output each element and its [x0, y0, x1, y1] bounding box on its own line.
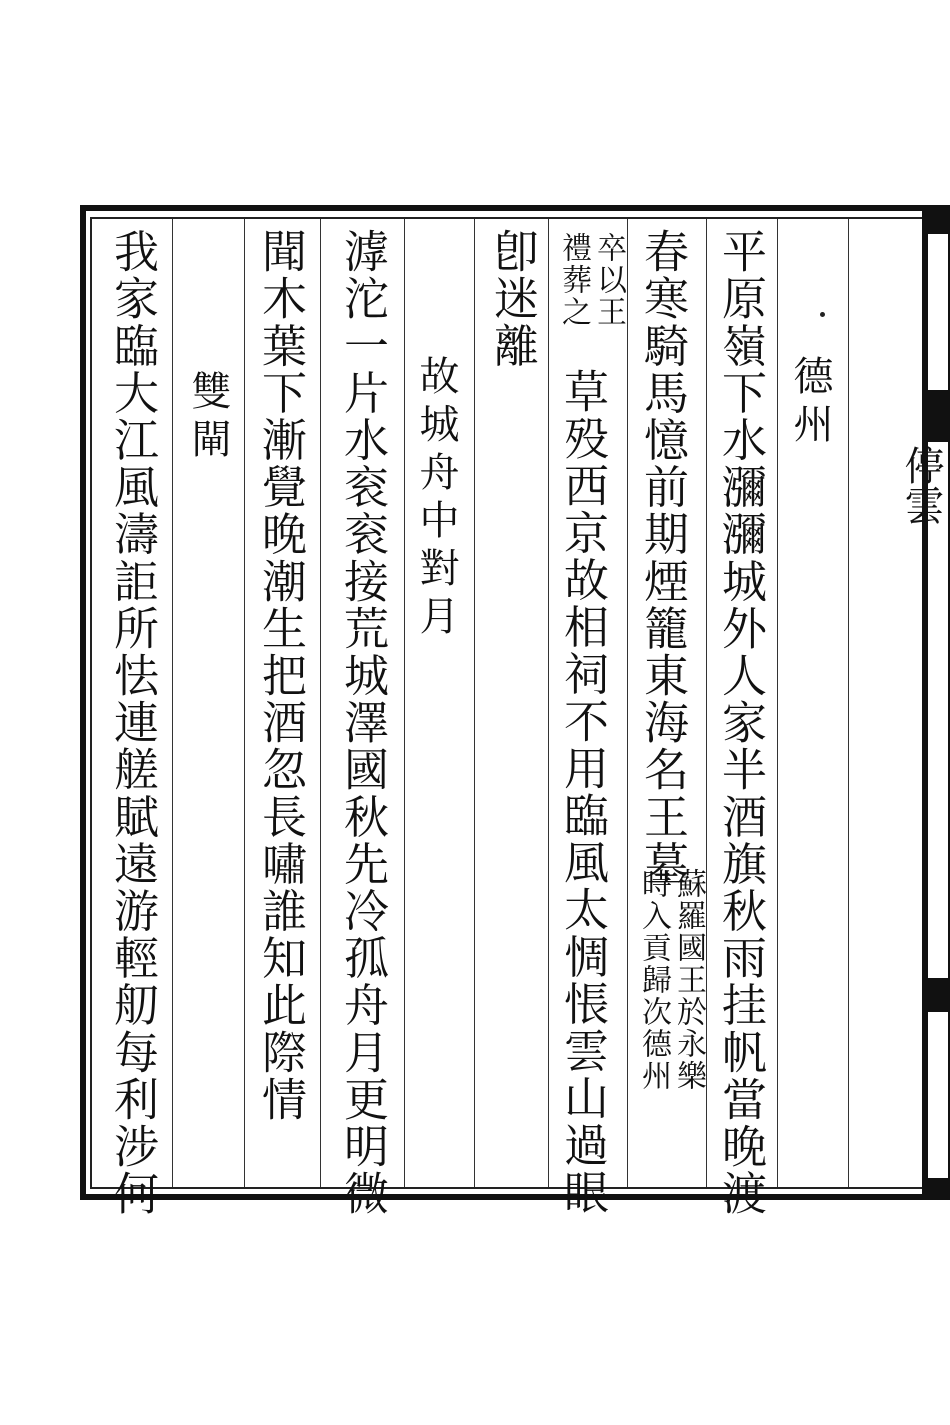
- column-rule: [706, 219, 707, 1187]
- poem-column: 草殁西京故相祠不用臨風太惆悵雲山過眼: [556, 368, 609, 1216]
- heading-shuangzha: 雙閘: [185, 370, 231, 466]
- poem-column: 聞木葉下漸覺晚潮生把酒忽長嘯誰知此際情: [254, 228, 307, 1123]
- annotation-column: 禮葬之: [556, 232, 591, 328]
- heading-dezhou: 德州: [787, 355, 833, 451]
- column-rule: [848, 219, 849, 1187]
- annotation-column: 蘇羅國王於永樂: [671, 868, 706, 1092]
- ink-dot: [820, 312, 825, 317]
- column-rule: [244, 219, 245, 1187]
- poem-column: 卽迷離: [486, 228, 539, 370]
- column-rule: [320, 219, 321, 1187]
- spine-title: 停雲: [898, 445, 944, 525]
- annotation-column: 時入貢歸次德州: [636, 868, 671, 1092]
- column-rule: [777, 219, 778, 1187]
- poem-column: 平原嶺下水瀰瀰城外人家半酒旗秋雨挂帆當晚渡: [714, 228, 767, 1218]
- column-rule: [404, 219, 405, 1187]
- poem-column: 滹沱一片水衮衮接荒城澤國秋先冷孤舟月更明微: [336, 228, 389, 1218]
- spine-panel: [926, 232, 948, 392]
- annotation-column: 卒以王: [591, 232, 626, 328]
- column-rule: [548, 219, 549, 1187]
- heading-gucheng: 故城舟中對月: [413, 355, 459, 643]
- column-rule: [172, 219, 173, 1187]
- column-rule: [474, 219, 475, 1187]
- poem-column: 我家臨大江風濤詎所怯連艖賦遠游輕舠每利涉何: [106, 228, 159, 1218]
- column-rule: [627, 219, 628, 1187]
- poem-column: 春寒騎馬憶前期煙籠東海名王墓: [636, 228, 689, 888]
- spine-panel: [926, 1010, 948, 1180]
